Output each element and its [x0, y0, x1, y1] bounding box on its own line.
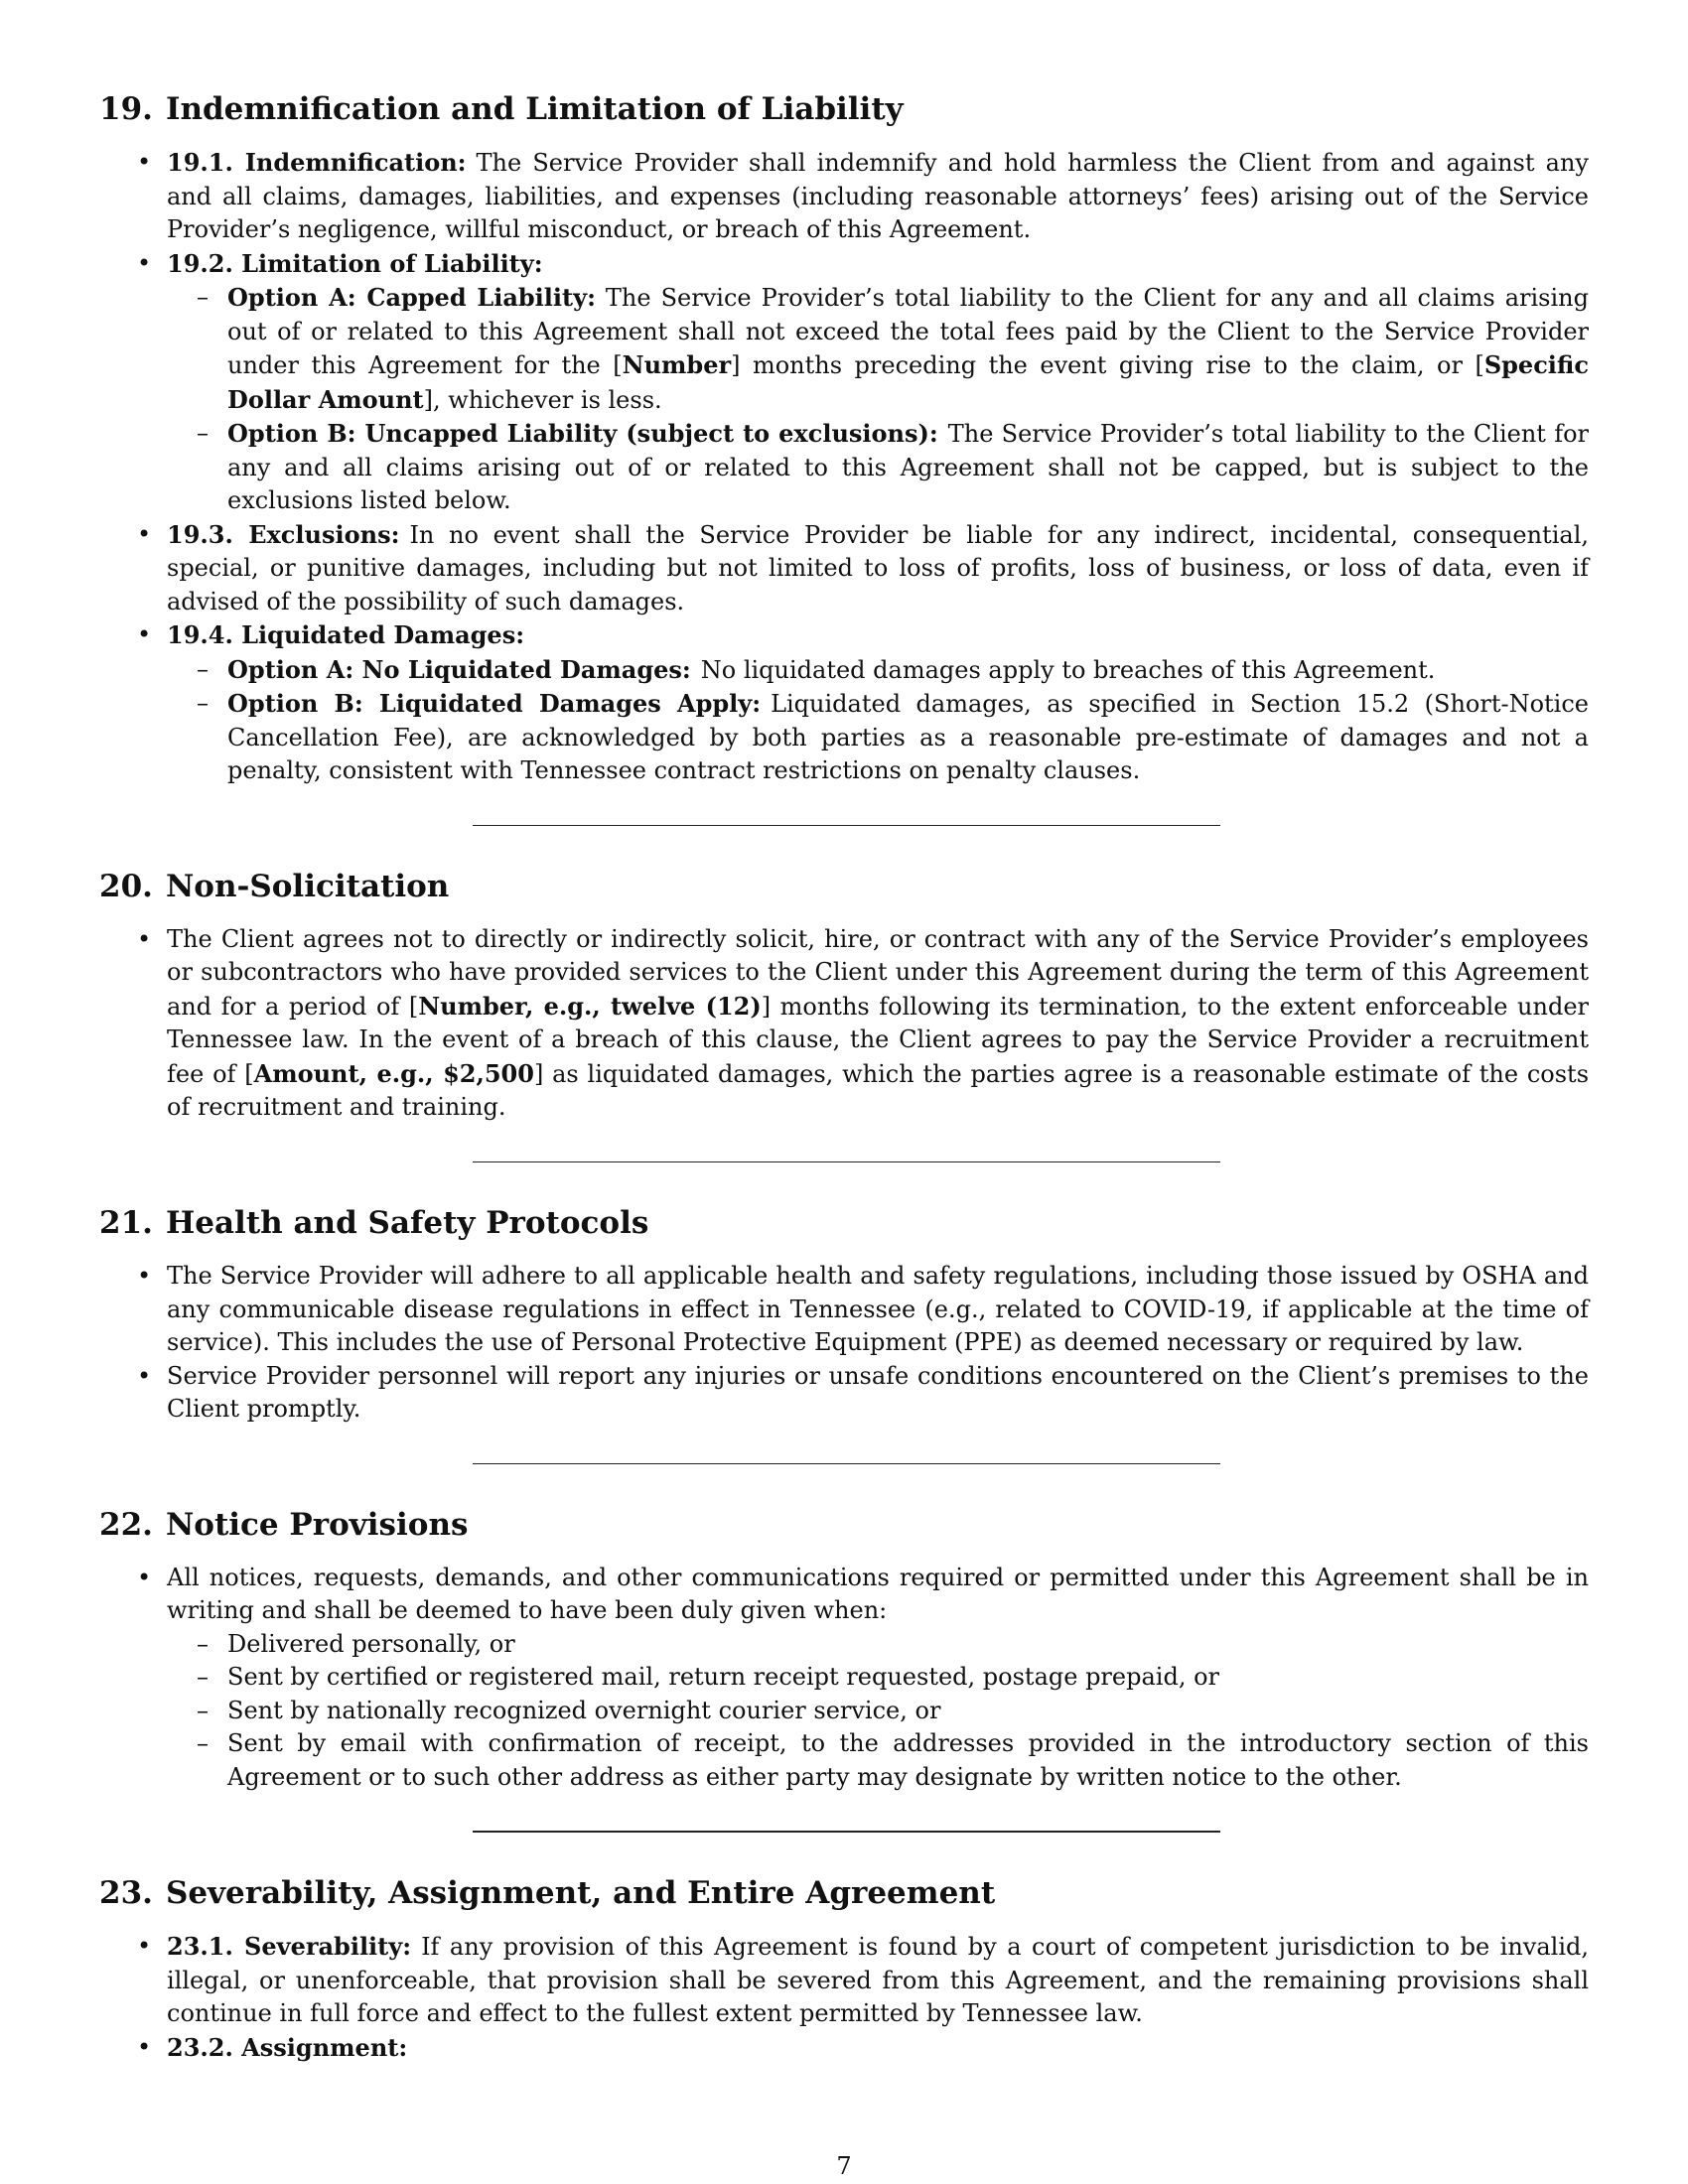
sub-list-item: – Sent by certified or registered mail, return receipt requested, postage prepaid, or: [167, 1661, 1589, 1695]
list-item: • All notices, requests, demands, and other communications required or permitted under this Agreement shall be in writing and shall be deemed to have been duly given when: – Delivered personally, or – Sent by certified or registered mail, return receipt requested, postage prepaid, or – Sent by nationally recognized overnight courier service, or – Sent by email with confirmation of receipt, to the addresses provided in the introductory section of this Agreement or to such other address as either party may designate by written notice to the other.: [99, 1562, 1589, 1795]
list-item: • 23.1. Severability: If any provision of this Agreement is found by a court of competent jurisdiction to be invalid, illegal, or unenforceable, that provision shall be severed from this Agreement, and the remaining provisions shall continue in full force and effect to the fullest extent permitted by Tennessee law.: [99, 1930, 1589, 2031]
section-list: [99, 1260, 1589, 1427]
sub-list-item: – Option B: Uncapped Liability (subject to exclusions): The Service Provider’s total liability to the Client for any and all claims arising out of or related to this Agreement shall not be capped, but is subject to the exclusions listed below.: [167, 417, 1589, 518]
list-item: • 19.1. Indemnification: The Service Provider shall indemnify and hold harmless the Client from and against any and all claims, damages, liabilities, and expenses (including reasonable attorneys’ fees) arising out of the Service Provider’s negligence, willful misconduct, or breach of this Agreement.: [99, 146, 1589, 247]
sub-list-item: – Option B: Liquidated Damages Apply: Liquidated damages, as specified in Section 15.2 (Short-Notice Cancellation Fee), are acknowledged by both parties as a reasonable pre-estimate of damages and not a penalty, consistent with Tennessee contract restrictions on penalty clauses.: [167, 687, 1589, 788]
sub-list: [167, 653, 1589, 788]
sub-list-item: – Sent by nationally recognized overnight courier service, or: [167, 1695, 1589, 1728]
section-list: [99, 923, 1589, 1125]
sub-list-item: – Sent by email with confirmation of receipt, to the addresses provided in the introductory section of this Agreement or to such other address as either party may designate by written notice to the other.: [167, 1727, 1589, 1794]
section-19: [99, 91, 1589, 788]
section-divider: [473, 1463, 1220, 1464]
sub-list: [167, 1628, 1589, 1795]
section-heading: 22. Notice Provisions: [99, 1506, 469, 1543]
section-heading: 23. Severability, Assignment, and Entire Agreement: [99, 1875, 996, 1912]
section-list: [99, 1562, 1589, 1795]
section-list: [99, 146, 1589, 788]
list-item: • 23.2. Assignment:: [99, 2031, 1589, 2066]
page-number: 7: [836, 2152, 852, 2180]
document-page: [99, 91, 1589, 2065]
section-21: [99, 1205, 1589, 1427]
section-23: [99, 1875, 1589, 2065]
section-divider: [473, 825, 1220, 826]
section-20: [99, 869, 1589, 1125]
section-divider: [473, 1831, 1220, 1833]
sub-list-item: – Option A: Capped Liability: The Service Provider’s total liability to the Client for any and all claims arising out of or related to this Agreement shall not exceed the total fees paid by the Client to the Service Provider under this Agreement for the [Number] months preceding the event giving rise to the claim, or [Specific Dollar Amount], whichever is less.: [167, 281, 1589, 417]
section-divider: [473, 1161, 1220, 1162]
list-item: • 19.4. Liquidated Damages: – Option A: No Liquidated Damages: No liquidated damages apply to breaches of this Agreement. – Option B: Liquidated Damages Apply: Liquidated damages, as specified in Section 15.2 (Short-Notice Cancellation Fee), are acknowledged by both parties as a reasonable pre-estimate of damages and not a penalty, consistent with Tennessee contract restrictions on penalty clauses.: [99, 618, 1589, 788]
section-22: [99, 1507, 1589, 1795]
list-item: • The Client agrees not to directly or indirectly solicit, hire, or contract with any of the Service Provider’s employees or subcontractors who have provided services to the Client under this Agreement during the term of this Agreement and for a period of [Number, e.g., twelve (12)] months following its termination, to the extent enforceable under Tennessee law. In the event of a breach of this clause, the Client agrees to pay the Service Provider a recruitment fee of [Amount, e.g., $2,500] as liquidated damages, which the parties agree is a reasonable estimate of the costs of recruitment and training.: [99, 923, 1589, 1125]
list-item: • 19.3. Exclusions: In no event shall the Service Provider be liable for any indirect, incidental, consequential, special, or punitive damages, including but not limited to loss of profits, loss of business, or loss of data, even if advised of the possibility of such damages.: [99, 518, 1589, 619]
list-item: • The Service Provider will adhere to all applicable health and safety regulations, including those issued by OSHA and any communicable disease regulations in effect in Tennessee (e.g., related to COVID-19, if applicable at the time of service). This includes the use of Personal Protective Equipment (PPE) as deemed necessary or required by law.: [99, 1260, 1589, 1360]
section-list: [99, 1930, 1589, 2065]
list-item: • 19.2. Limitation of Liability: – Option A: Capped Liability: The Service Provider’s total liability to the Client for any and all claims arising out of or related to this Agreement shall not exceed the total fees paid by the Client to the Service Provider under this Agreement for the [Number] months preceding the event giving rise to the claim, or [Specific Dollar Amount], whichever is less. – Option B: Uncapped Liability (subject to exclusions): The Service Provider’s total liability to the Client for any and all claims arising out of or related to this Agreement shall not be capped, but is subject to the exclusions listed below.: [99, 247, 1589, 518]
sub-list-item: – Option A: No Liquidated Damages: No liquidated damages apply to breaches of this Agreement.: [167, 653, 1589, 688]
section-heading: 20. Non-Solicitation: [99, 868, 450, 904]
section-heading: 21. Health and Safety Protocols: [99, 1204, 649, 1241]
list-item: • Service Provider personnel will report any injuries or unsafe conditions encountered on the Client’s premises to the Client promptly.: [99, 1360, 1589, 1427]
sub-list-item: – Delivered personally, or: [167, 1628, 1589, 1662]
sub-list: [167, 281, 1589, 518]
section-heading: 19. Indemnification and Limitation of Liability: [99, 91, 904, 127]
